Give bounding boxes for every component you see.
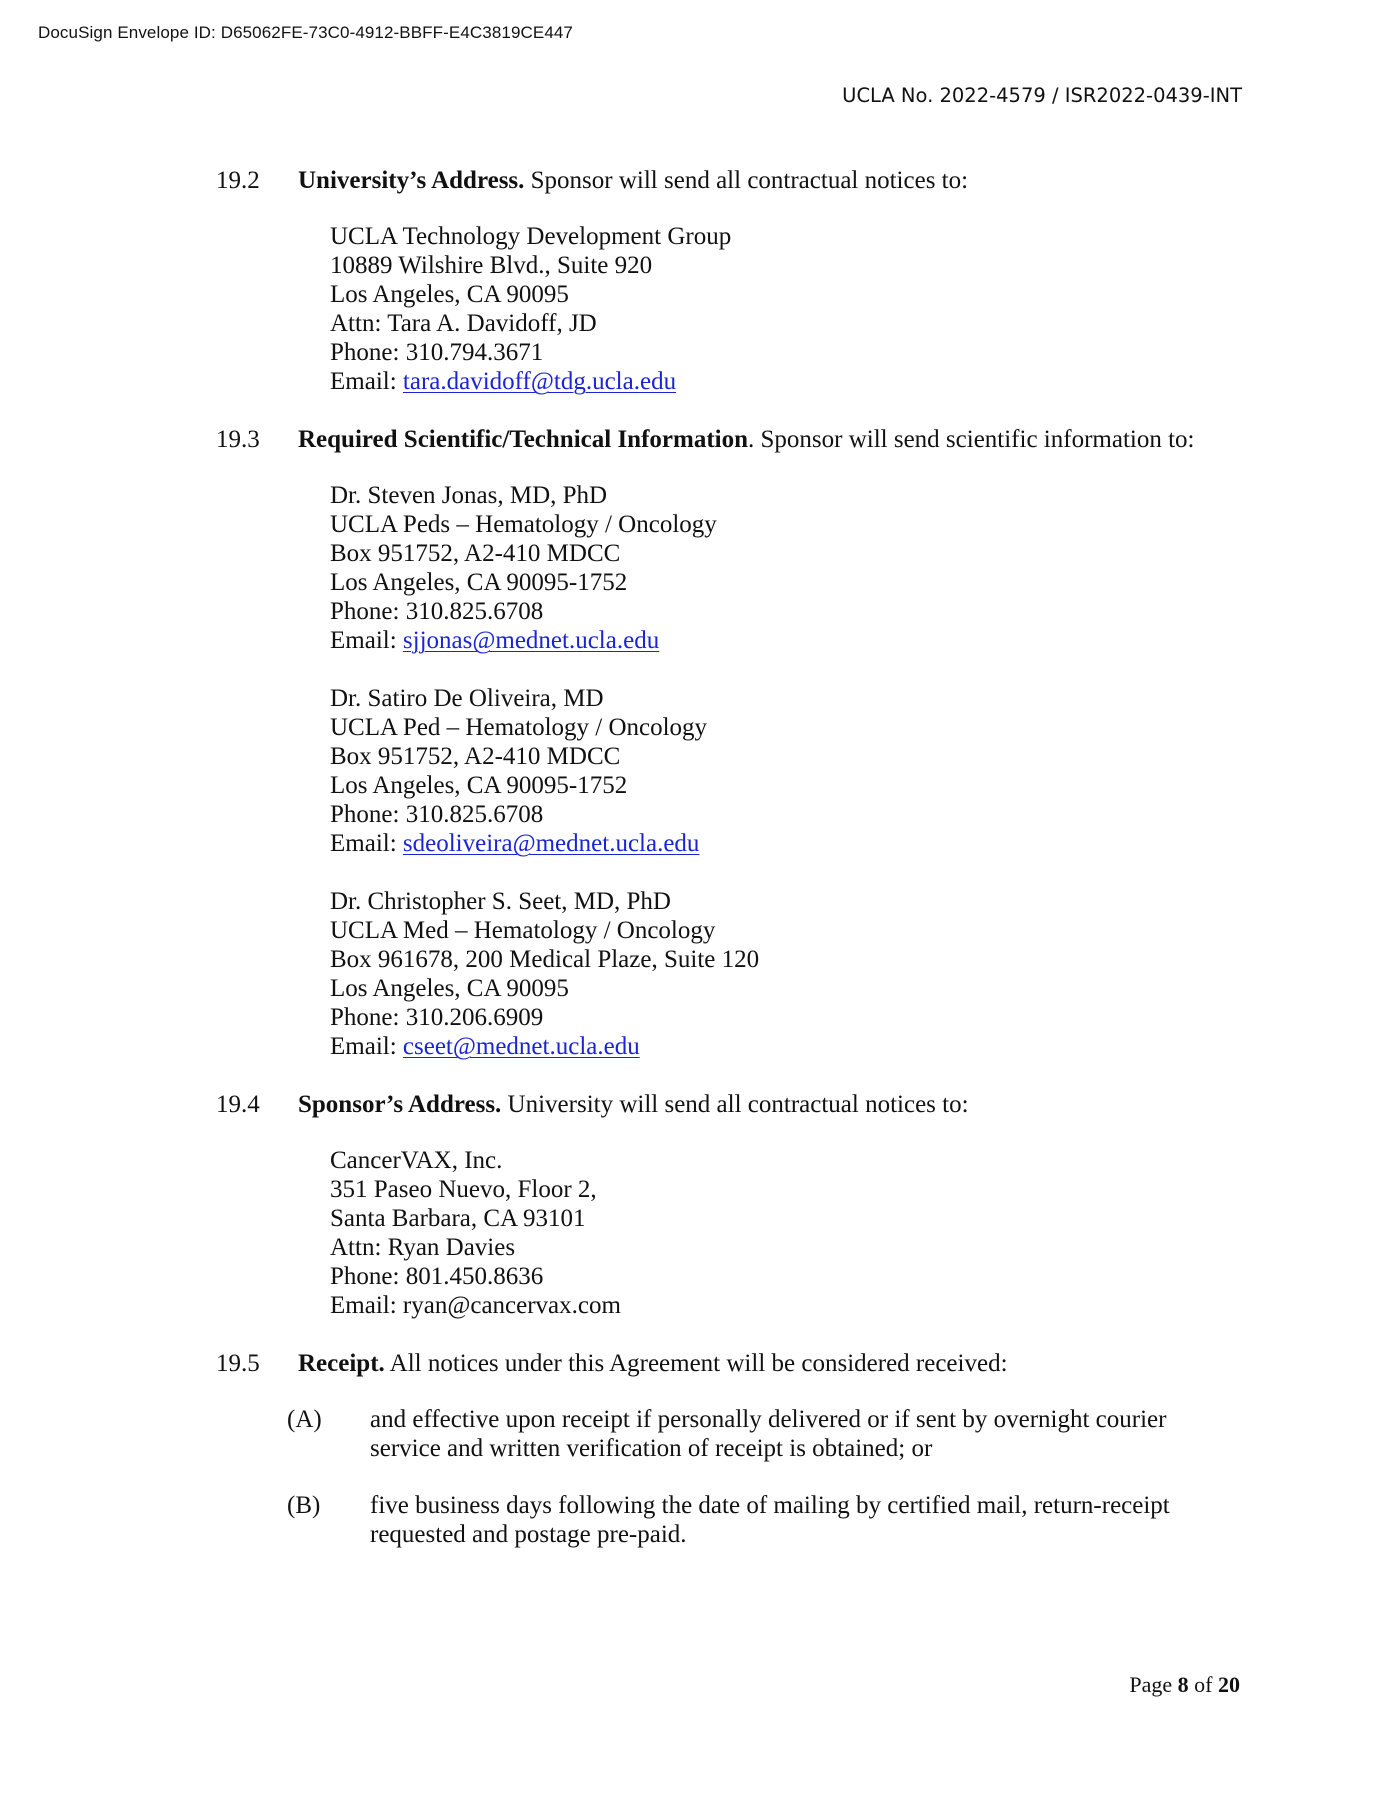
email-line — [330, 367, 731, 396]
address-line: Box 951752, A2-410 MDCC — [330, 743, 621, 770]
item-label: (B) — [287, 1492, 321, 1519]
section-19-3-heading — [216, 425, 1194, 454]
address-line: UCLA Med – Hematology / Oncology — [330, 917, 716, 944]
address-line: UCLA Ped – Hematology / Oncology — [330, 714, 708, 741]
address-line: Box 961678, 200 Medical Plaze, Suite 120 — [330, 946, 760, 973]
email-prefix: Email: — [330, 830, 403, 857]
section-text: Sponsor will send all contractual notices to: — [524, 167, 969, 194]
item-text — [370, 1405, 1170, 1463]
section-text: All notices under this Agreement will be considered received: — [384, 1350, 1008, 1377]
address-line: Los Angeles, CA 90095 — [330, 975, 569, 1002]
section-19-4-heading — [216, 1090, 969, 1119]
section-title: Required Scientific/Technical Information — [298, 426, 748, 453]
address-line: 351 Paseo Nuevo, Floor 2, — [330, 1176, 597, 1203]
item-text-line: service and written verification of receipt is obtained; or — [370, 1435, 933, 1462]
scientific-contact-1 — [330, 481, 717, 655]
email-link[interactable]: tara.davidoff@tdg.ucla.edu — [402, 368, 677, 395]
item-text-line: requested and postage pre-paid. — [370, 1521, 687, 1548]
address-line: Email: ryan@cancervax.com — [330, 1292, 621, 1319]
page-number — [1129, 1672, 1240, 1698]
envelope-id: DocuSign Envelope ID: D65062FE-73C0-4912-BBFF-E4C3819CE447 — [38, 23, 573, 42]
email-prefix: Email: — [330, 368, 403, 395]
address-line: Box 951752, A2-410 MDCC — [330, 540, 621, 567]
section-number: 19.5 — [216, 1350, 260, 1377]
email-prefix: Email: — [330, 627, 403, 654]
section-19-2-heading — [216, 166, 968, 195]
item-text-line: five business days following the date of mailing by certified mail, return-receipt — [370, 1492, 1170, 1519]
scientific-contact-2 — [330, 684, 707, 858]
address-line: Phone: 310.825.6708 — [330, 801, 544, 828]
email-line — [330, 1032, 759, 1061]
address-line: Dr. Satiro De Oliveira, MD — [330, 685, 604, 712]
page-word: Page — [1129, 1672, 1178, 1697]
email-prefix: Email: — [330, 1033, 403, 1060]
section-text: University will send all contractual notices to: — [501, 1091, 969, 1118]
section-number: 19.3 — [216, 426, 260, 453]
section-text: . Sponsor will send scientific information to: — [748, 426, 1195, 453]
section-title: University’s Address. — [298, 167, 525, 194]
address-line: Dr. Christopher S. Seet, MD, PhD — [330, 888, 671, 915]
item-text — [370, 1491, 1170, 1549]
address-line: UCLA Peds – Hematology / Oncology — [330, 511, 717, 538]
address-line: Los Angeles, CA 90095-1752 — [330, 772, 628, 799]
address-line: Attn: Tara A. Davidoff, JD — [330, 310, 597, 337]
address-line: Dr. Steven Jonas, MD, PhD — [330, 482, 608, 509]
address-line: Phone: 801.450.8636 — [330, 1263, 544, 1290]
address-line: Santa Barbara, CA 93101 — [330, 1205, 586, 1232]
address-line: Phone: 310.206.6909 — [330, 1004, 544, 1031]
current-page: 8 — [1177, 1672, 1189, 1697]
of-word: of — [1188, 1672, 1218, 1697]
address-line: 10889 Wilshire Blvd., Suite 920 — [330, 252, 653, 279]
section-number: 19.4 — [216, 1091, 260, 1118]
email-line — [330, 829, 707, 858]
section-title: Sponsor’s Address. — [298, 1091, 502, 1118]
address-line: Phone: 310.794.3671 — [330, 339, 544, 366]
address-line: Los Angeles, CA 90095-1752 — [330, 569, 628, 596]
address-line: Attn: Ryan Davies — [330, 1234, 516, 1261]
email-link[interactable]: sdeoliveira@mednet.ucla.edu — [402, 830, 700, 857]
sponsor-address — [330, 1146, 621, 1320]
email-link[interactable]: sjjonas@mednet.ucla.edu — [402, 627, 660, 654]
item-label: (A) — [287, 1406, 322, 1433]
email-link[interactable]: cseet@mednet.ucla.edu — [402, 1033, 640, 1060]
address-line: UCLA Technology Development Group — [330, 223, 732, 250]
address-line: CancerVAX, Inc. — [330, 1147, 503, 1174]
item-text-line: and effective upon receipt if personally delivered or if sent by overnight courier — [370, 1406, 1167, 1433]
total-pages: 20 — [1218, 1672, 1240, 1697]
section-number: 19.2 — [216, 167, 260, 194]
university-address — [330, 222, 731, 396]
scientific-contact-3 — [330, 887, 759, 1061]
email-line — [330, 626, 717, 655]
address-line: Los Angeles, CA 90095 — [330, 281, 569, 308]
address-line: Phone: 310.825.6708 — [330, 598, 544, 625]
section-title: Receipt. — [298, 1350, 385, 1377]
document-reference: UCLA No. 2022-4579 / ISR2022-0439-INT — [842, 84, 1242, 107]
section-19-5-heading — [216, 1349, 1008, 1378]
